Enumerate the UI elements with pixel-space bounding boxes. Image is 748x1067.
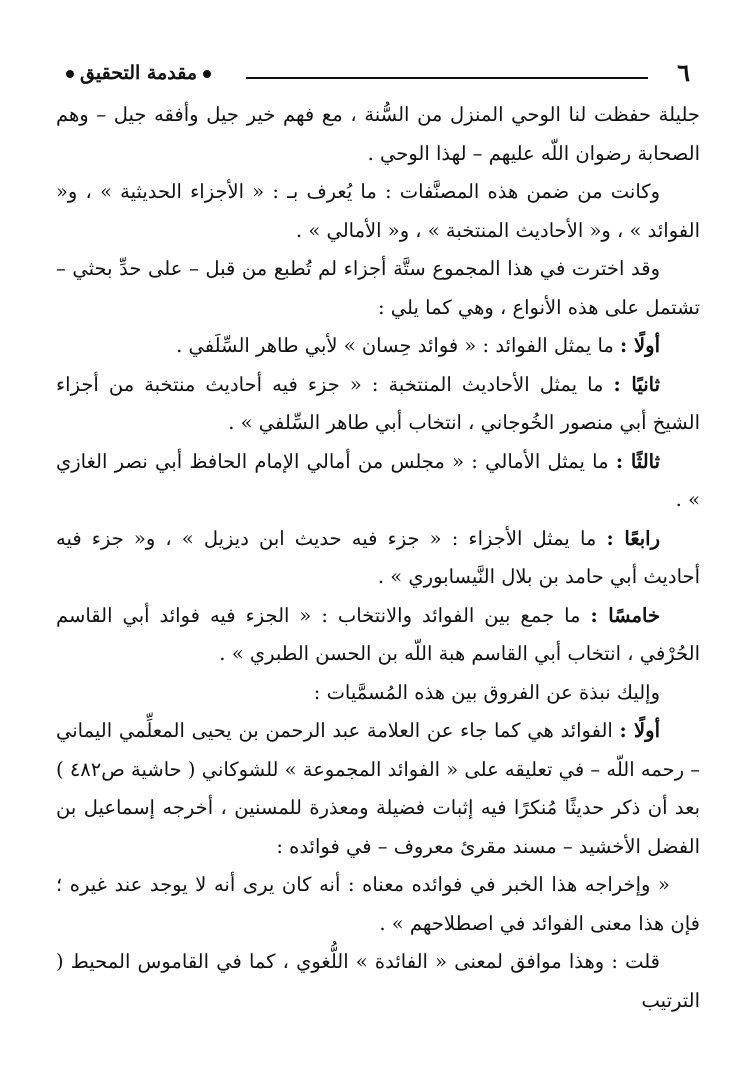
list-lead: رابعًا : <box>606 526 660 550</box>
list-item: خامسًا : ما جمع بين الفوائد والانتخاب : « الجزء فيه فوائد أبي القاسم الحُرْفي ، انتخاب أبي القاسم هبة اللّه بن الحسن الطبري » . <box>56 603 700 665</box>
bullet-icon <box>66 70 74 78</box>
list-lead: أولًا : <box>620 334 660 357</box>
list-lead: ثالثًا : <box>615 449 661 473</box>
page-number: ٦ <box>677 58 690 87</box>
body-text <box>56 96 700 1020</box>
list-lead: ثانيًا : <box>613 372 661 396</box>
list-item: ثالثًا : ما يمثل الأمالي : « مجلس من أمالي الإمام الحافظ أبي نصر الغازي » . <box>56 449 700 511</box>
list-item: أولًا : ما يمثل الفوائد : « فوائد حِسان » لأبي طاهر السِّلَفي . <box>176 334 660 357</box>
list-item: رابعًا : ما يمثل الأجزاء : « جزء فيه حديث ابن ديزيل » ، و« جزء فيه أحاديث أبي حامد بن بلال النَّيسابوري » . <box>56 526 700 588</box>
page-header <box>54 58 694 88</box>
paragraph: جليلة حفظت لنا الوحي المنزل من السُّنة ، مع فهم خير جيل وأفقه جيل – وهم الصحابة رضوان اللّه عليهم – لهذا الوحي . <box>56 103 700 165</box>
header-rule <box>246 77 648 79</box>
paragraph: قلت : وهذا موافق لمعنى « الفائدة » اللُّغوي ، كما في القاموس المحيط ( الترتيب <box>56 950 700 1012</box>
paragraph: وقد اخترت في هذا المجموع ستَّة أجزاء لم تُطبع من قبل – على حدِّ بحثي – تشتمل على هذه الأنواع ، وهي كما يلي : <box>56 257 700 319</box>
list-item: ثانيًا : ما يمثل الأحاديث المنتخبة : « جزء فيه أحاديث منتخبة من أجزاء الشيخ أبي منصور الخُوجاني ، انتخاب أبي طاهر السِّلفي » . <box>56 372 700 434</box>
section-title: مقدمة التحقيق <box>80 62 197 84</box>
quotation: « وإخراجه هذا الخبر في فوائده معناه : أنه كان يرى أنه لا يوجد عند غيره ؛ فإن هذا معنى الفوائد في اصطلاحهم » . <box>56 873 700 935</box>
running-head <box>60 58 217 88</box>
paragraph: وإليك نبذة عن الفروق بين هذه المُسمَّيات : <box>313 680 660 704</box>
list-lead: خامسًا : <box>590 603 661 627</box>
paragraph: وكانت من ضمن هذه المصنَّفات : ما يُعرف بـ : « الأجزاء الحديثية » ، و« الفوائد » ، و« الأحاديث المنتخبة » ، و« الأمالي » . <box>56 180 700 242</box>
list-lead: أولًا : <box>619 719 661 742</box>
list-item: أولًا : الفوائد هي كما جاء عن العلامة عبد الرحمن بن يحيى المعلِّمي اليماني – رحمه اللّه – في تعليقه على « الفوائد المجموعة » للشوكاني ( حاشية ص٤٨٢ ) بعد أن ذكر حديثًا مُنكرًا فيه إثبات فضيلة ومعذرة للمسنين ، أخرجه إسماعيل بن الفضل الأخشيد – مسند مقرئ معروف – في فوائده : <box>56 719 700 858</box>
bullet-icon <box>203 70 211 78</box>
